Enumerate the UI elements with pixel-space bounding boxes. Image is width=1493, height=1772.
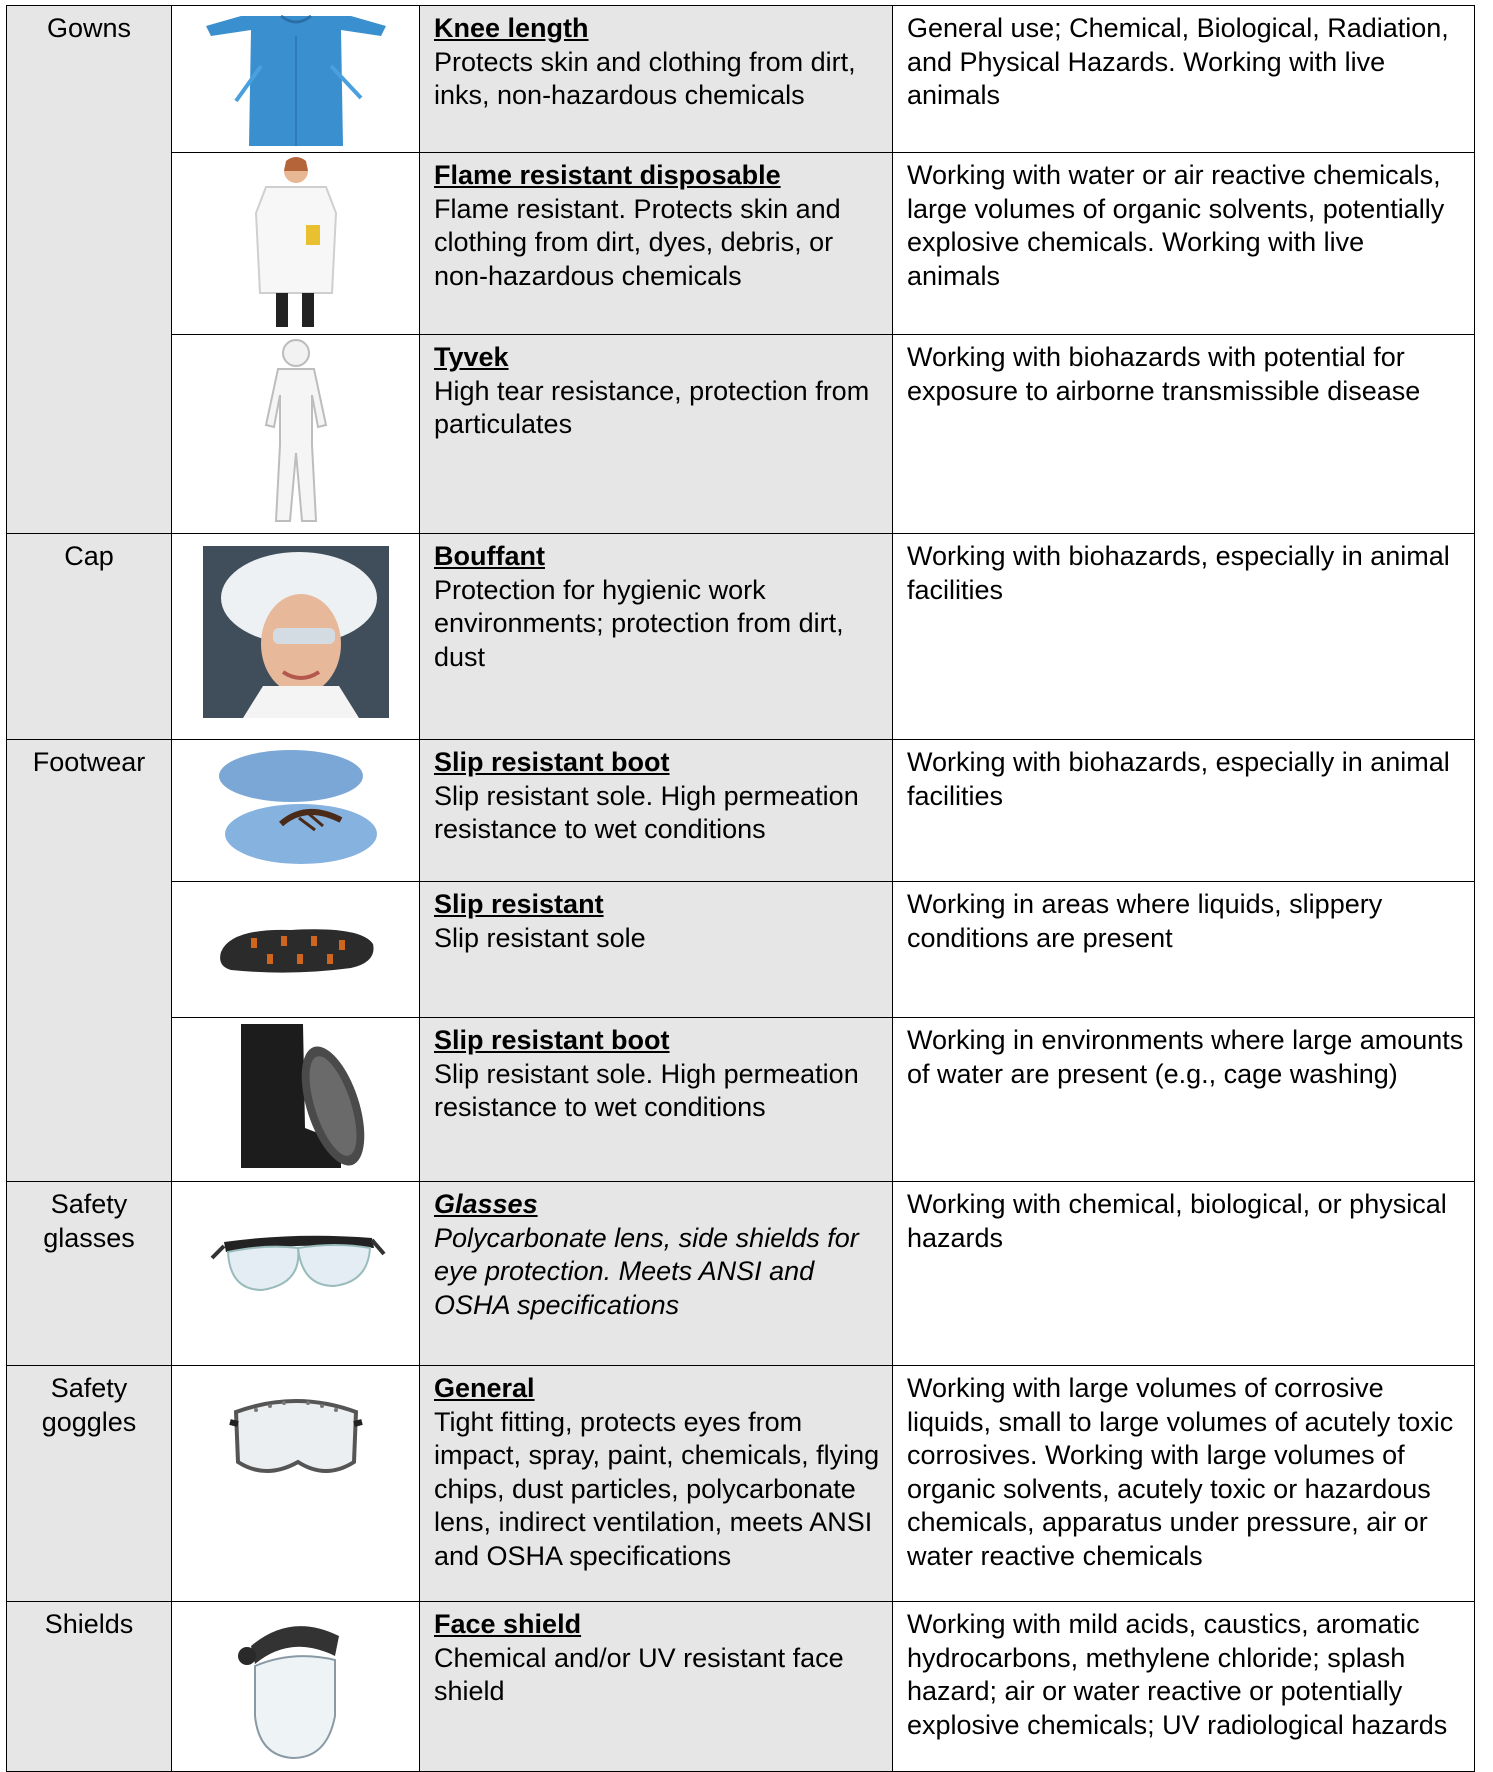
category-cell (7, 6, 172, 153)
safety-goggles-icon (226, 1372, 366, 1492)
use-text: Working in areas where liquids, slippery conditions are present (907, 889, 1383, 953)
category-cell (7, 1018, 172, 1182)
item-title: Tyvek (434, 342, 509, 372)
image-cell (172, 1602, 420, 1772)
item-title: Flame resistant disposable (434, 160, 781, 190)
description-cell (420, 1602, 893, 1772)
use-text: Working in environments where large amounts of water are present (e.g., cage washing) (907, 1025, 1464, 1089)
item-description: Chemical and/or UV resistant face shield (434, 1642, 844, 1706)
use-cell (893, 153, 1475, 335)
item-description: Protection for hygienic work environments; protection from dirt, dust (434, 574, 844, 672)
image-cell (172, 1182, 420, 1366)
image-cell (172, 740, 420, 882)
item-description: Polycarbonate lens, side shields for eye protection. Meets ANSI and OSHA specifications (434, 1222, 859, 1320)
category-label: Footwear (32, 747, 146, 777)
description-cell (420, 534, 893, 740)
image-cell (172, 335, 420, 534)
use-cell (893, 1182, 1475, 1366)
category-cell (7, 1182, 172, 1366)
image-cell (172, 6, 420, 153)
table-row (7, 1602, 1475, 1772)
table-row (7, 6, 1475, 153)
blue-gown-icon (201, 6, 391, 148)
image-cell (172, 1366, 420, 1602)
safety-glasses-icon (206, 1198, 386, 1348)
use-cell (893, 1366, 1475, 1602)
item-description: Slip resistant sole. High permeation resistance to wet conditions (434, 780, 859, 844)
image-cell (172, 1018, 420, 1182)
table-row (7, 1018, 1475, 1182)
use-text: Working with biohazards with potential for exposure to airborne transmissible disease (907, 342, 1421, 406)
use-cell (893, 1602, 1475, 1772)
item-description: Flame resistant. Protects skin and clothing from dirt, dyes, debris, or non-hazardous chemicals (434, 193, 841, 291)
use-text: General use; Chemical, Biological, Radiation, and Physical Hazards. Working with live animals (907, 13, 1449, 110)
category-label: Safety goggles (41, 1373, 137, 1437)
item-title: Slip resistant boot (434, 1025, 670, 1055)
category-cell (7, 335, 172, 534)
category-cell (7, 740, 172, 882)
item-description: Tight fitting, protects eyes from impact, spray, paint, chemicals, flying chips, dust particles, polycarbonate lens, indirect ventilation, meets ANSI and OSHA specifications (434, 1406, 880, 1571)
description-cell (420, 1366, 893, 1602)
item-title: Bouffant (434, 541, 545, 571)
description-cell (420, 1018, 893, 1182)
item-description: Slip resistant sole (434, 922, 646, 953)
category-label: Cap (64, 541, 114, 571)
category-label: Gowns (46, 13, 132, 43)
item-description: Protects skin and clothing from dirt, inks, non-hazardous chemicals (434, 46, 856, 110)
use-cell (893, 6, 1475, 153)
rubber-boot-icon (221, 1018, 371, 1178)
table-row (7, 1366, 1475, 1602)
use-text: Working with chemical, biological, or physical hazards (907, 1189, 1447, 1253)
description-cell (420, 1182, 893, 1366)
use-cell (893, 882, 1475, 1018)
use-cell (893, 534, 1475, 740)
description-cell (420, 6, 893, 153)
table-row (7, 153, 1475, 335)
table-row (7, 534, 1475, 740)
item-title: General (434, 1373, 535, 1403)
item-title: Glasses (434, 1189, 538, 1219)
table-row (7, 882, 1475, 1018)
category-label: Shields (44, 1609, 134, 1639)
use-text: Working with biohazards, especially in animal facilities (907, 747, 1450, 811)
description-cell (420, 882, 893, 1018)
image-cell (172, 882, 420, 1018)
description-cell (420, 335, 893, 534)
description-cell (420, 153, 893, 335)
table-row (7, 335, 1475, 534)
item-description: High tear resistance, protection from particulates (434, 375, 870, 439)
white-lab-coat-icon (236, 153, 356, 329)
shoe-sole-icon (211, 882, 381, 1014)
image-cell (172, 534, 420, 740)
face-shield-icon (231, 1606, 361, 1766)
bouffant-cap-photo-icon (203, 546, 389, 718)
item-title: Knee length (434, 13, 589, 43)
ppe-table (6, 5, 1475, 1772)
use-text: Working with mild acids, caustics, aromatic hydrocarbons, methylene chloride; splash hazard; air or water reactive or potentially explosive chemicals; UV radiological hazards (907, 1609, 1448, 1740)
image-cell (172, 153, 420, 335)
category-cell (7, 153, 172, 335)
tyvek-suit-icon (256, 335, 336, 529)
category-cell (7, 1366, 172, 1602)
item-title: Face shield (434, 1609, 582, 1639)
use-cell (893, 740, 1475, 882)
table-row (7, 740, 1475, 882)
item-description: Slip resistant sole. High permeation resistance to wet conditions (434, 1058, 859, 1122)
table-row (7, 1182, 1475, 1366)
use-cell (893, 1018, 1475, 1182)
use-cell (893, 335, 1475, 534)
category-cell (7, 534, 172, 740)
category-cell (7, 882, 172, 1018)
item-title: Slip resistant (434, 889, 604, 919)
description-cell (420, 740, 893, 882)
use-text: Working with biohazards, especially in animal facilities (907, 541, 1450, 605)
use-text: Working with water or air reactive chemicals, large volumes of organic solvents, potentially explosive chemicals. Working with live animals (907, 160, 1445, 291)
category-label: Safety glasses (43, 1189, 135, 1253)
item-title: Slip resistant boot (434, 747, 670, 777)
use-text: Working with large volumes of corrosive liquids, small to large volumes of acutely toxic corrosives. Working with large volumes of organic solvents, acutely toxic or hazardous chemicals, apparatus under pressure, air or water reactive chemicals (907, 1373, 1454, 1571)
category-cell (7, 1602, 172, 1772)
shoe-cover-icon (211, 740, 381, 872)
